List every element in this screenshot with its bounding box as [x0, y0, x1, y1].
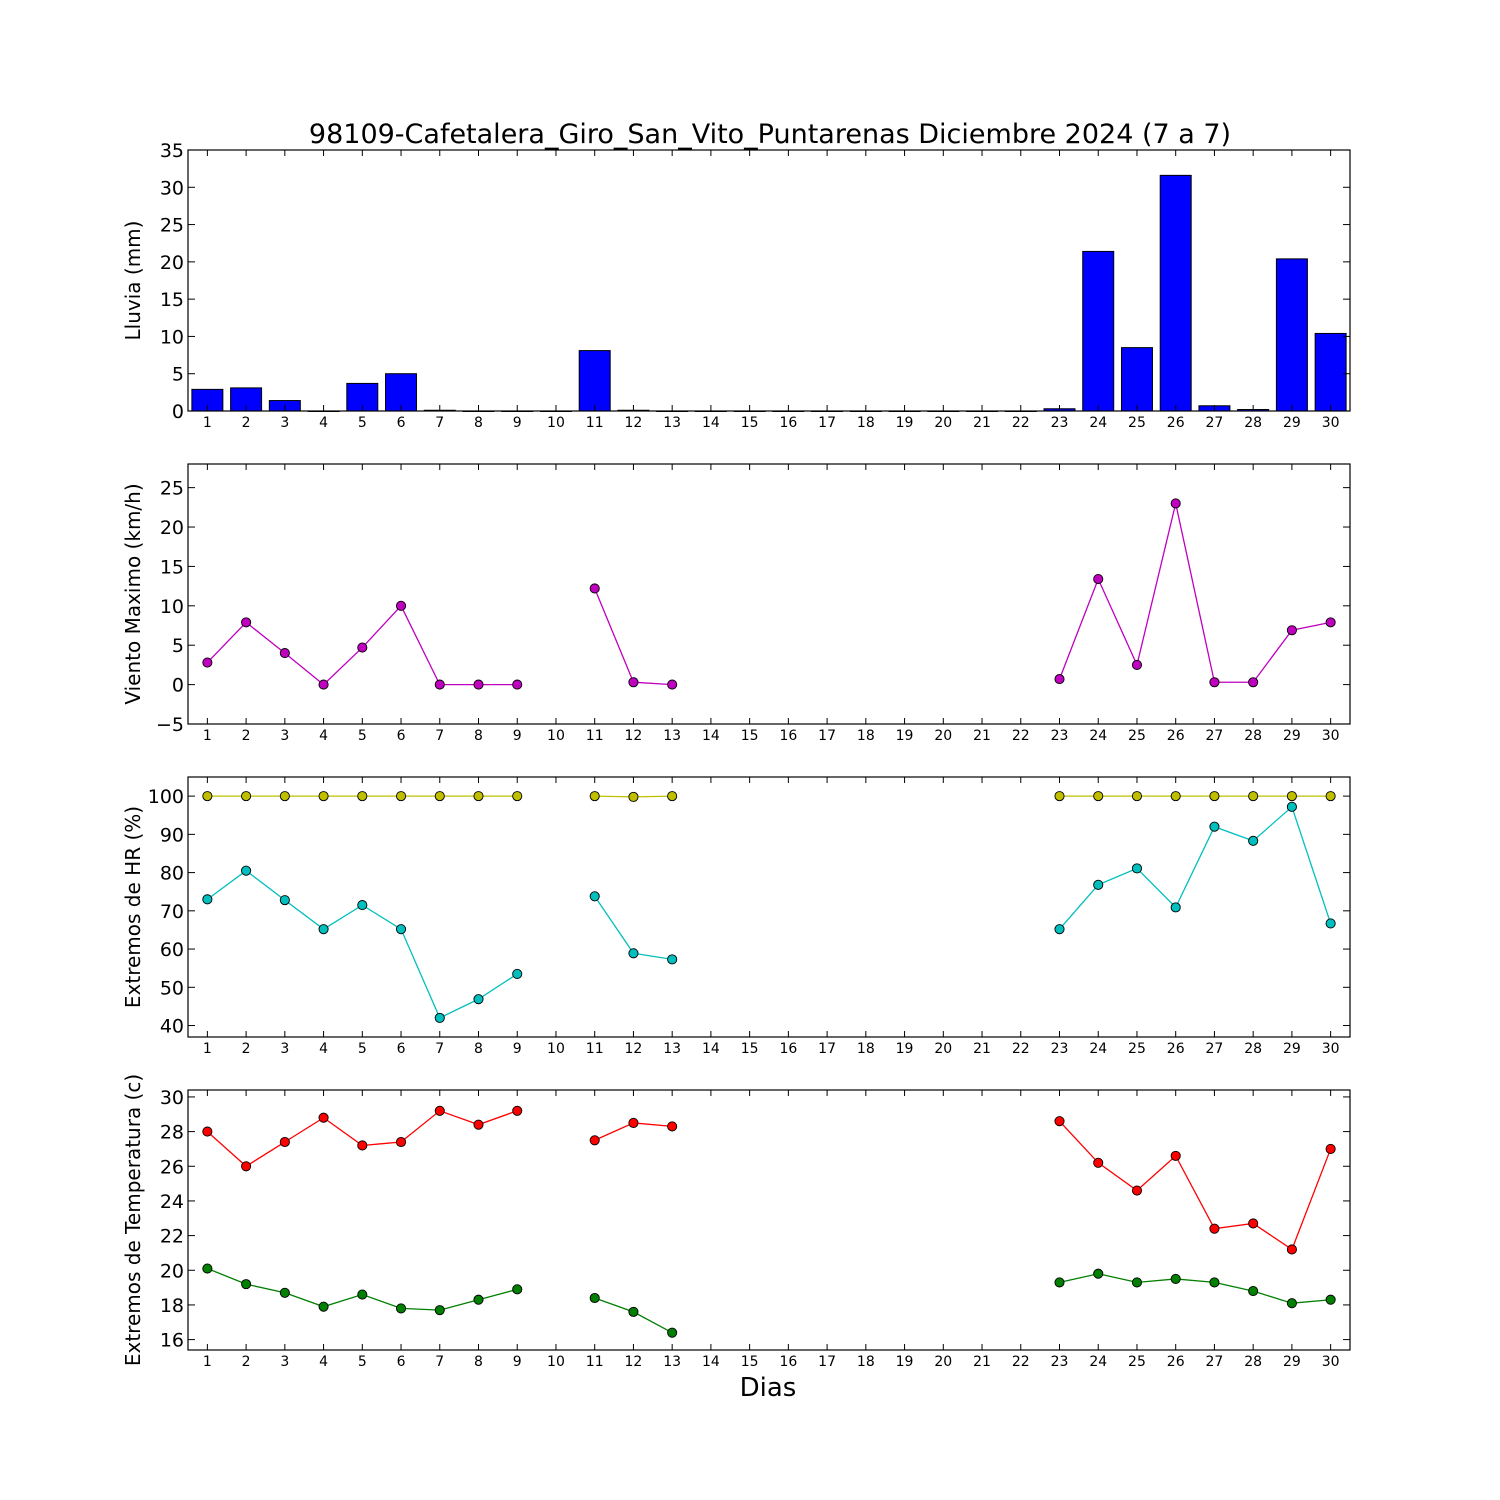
panel-2	[121, 464, 1350, 744]
series-1-line	[595, 588, 672, 684]
x-tick-label: 23	[1050, 1041, 1069, 1057]
x-tick-label: 8	[474, 415, 483, 431]
x-tick-label: 3	[280, 1354, 290, 1370]
plot-frame	[188, 1090, 1350, 1350]
series-2-point-day-1	[203, 895, 212, 904]
y-tick-label: 90	[159, 824, 184, 847]
x-tick-label: 13	[663, 415, 682, 431]
series-1-point-day-3	[280, 648, 289, 657]
series-1-point-day-12	[629, 792, 638, 801]
x-tick-label: 1	[202, 728, 212, 744]
x-tick-label: 6	[396, 728, 406, 744]
x-tick-label: 16	[779, 415, 798, 431]
x-tick-label: 17	[818, 1354, 837, 1370]
x-tick-label: 15	[740, 415, 759, 431]
series-1-point-day-9	[513, 1106, 522, 1115]
y-tick-label: 24	[159, 1190, 184, 1213]
x-tick-label: 23	[1050, 728, 1069, 744]
x-tick-label: 25	[1128, 415, 1146, 431]
series-1-point-day-2	[242, 1162, 251, 1171]
series-1-point-day-6	[396, 601, 405, 610]
x-tick-label: 5	[357, 728, 367, 744]
x-tick-label: 21	[973, 728, 991, 744]
x-tick-label: 13	[663, 728, 682, 744]
series-1-point-day-29	[1287, 1245, 1296, 1254]
series-1-point-day-23	[1055, 674, 1064, 683]
series-1-point-day-3	[280, 1137, 289, 1146]
x-tick-label: 24	[1089, 728, 1108, 744]
x-tick-label: 6	[396, 415, 406, 431]
x-tick-label: 10	[547, 1041, 565, 1057]
series-1-point-day-4	[319, 792, 328, 801]
x-tick-label: 4	[319, 1354, 329, 1370]
x-tick-label: 3	[280, 728, 290, 744]
bar-day-11	[579, 351, 610, 411]
x-tick-label: 11	[585, 1354, 604, 1370]
panel-4	[121, 1074, 1350, 1370]
series-2-point-day-28	[1249, 836, 1258, 845]
series-1-point-day-4	[319, 680, 328, 689]
y-tick-label: 50	[159, 977, 184, 1000]
series-2-point-day-25	[1132, 1278, 1141, 1287]
x-tick-label: 21	[973, 1041, 991, 1057]
series-2-point-day-26	[1171, 1274, 1180, 1283]
series-1-point-day-1	[203, 658, 212, 667]
x-tick-label: 27	[1205, 728, 1224, 744]
series-1-point-day-11	[590, 792, 599, 801]
series-2-point-day-7	[435, 1306, 444, 1315]
y-tick-label: 20	[159, 517, 184, 540]
x-tick-label: 5	[357, 1041, 367, 1057]
x-tick-label: 15	[740, 1041, 759, 1057]
series-1-point-day-8	[474, 1120, 483, 1129]
x-axis-label: Dias	[739, 1373, 797, 1403]
x-tick-label: 19	[895, 415, 914, 431]
x-tick-label: 25	[1128, 1041, 1146, 1057]
series-2-point-day-25	[1132, 864, 1141, 873]
x-tick-label: 6	[396, 1041, 406, 1057]
series-1-point-day-7	[435, 792, 444, 801]
series-1-point-day-3	[280, 792, 289, 801]
y-tick-label: 35	[159, 140, 184, 162]
x-tick-label: 19	[895, 728, 914, 744]
series-1-point-day-24	[1094, 792, 1103, 801]
series-1-point-day-13	[668, 680, 677, 689]
x-tick-label: 27	[1205, 415, 1224, 431]
series-2-point-day-9	[513, 1285, 522, 1294]
series-1-point-day-28	[1249, 1219, 1258, 1228]
x-tick-label: 2	[241, 1041, 251, 1057]
x-tick-label: 10	[547, 728, 565, 744]
series-1-line	[1060, 1121, 1331, 1249]
series-2-point-day-23	[1055, 925, 1064, 934]
series-1-point-day-24	[1094, 574, 1103, 583]
series-2-line	[207, 871, 517, 1018]
chart-title: 98109-Cafetalera_Giro_San_Vito_Puntarenas Diciembre 2024 (7 a 7)	[308, 119, 1232, 150]
x-tick-label: 1	[202, 1354, 212, 1370]
x-tick-label: 21	[973, 415, 991, 431]
series-1-point-day-25	[1132, 660, 1141, 669]
x-tick-label: 30	[1321, 728, 1340, 744]
series-2-point-day-29	[1287, 802, 1296, 811]
y-tick-label: 5	[171, 635, 184, 658]
series-1-point-day-2	[242, 618, 251, 627]
x-tick-label: 9	[512, 728, 522, 744]
series-1-point-day-7	[435, 1106, 444, 1115]
x-tick-label: 10	[547, 415, 565, 431]
series-1-point-day-25	[1132, 792, 1141, 801]
series-2-point-day-29	[1287, 1299, 1296, 1308]
series-1-point-day-1	[203, 1127, 212, 1136]
x-tick-label: 2	[241, 415, 251, 431]
series-1-point-day-12	[629, 678, 638, 687]
x-tick-label: 26	[1166, 415, 1185, 431]
x-tick-label: 14	[701, 728, 720, 744]
x-tick-label: 20	[934, 1354, 953, 1370]
x-tick-label: 22	[1011, 415, 1030, 431]
x-tick-label: 18	[856, 728, 875, 744]
x-tick-label: 8	[474, 1041, 483, 1057]
x-tick-label: 20	[934, 415, 953, 431]
x-tick-label: 28	[1244, 1354, 1263, 1370]
series-2-point-day-24	[1094, 880, 1103, 889]
x-tick-label: 27	[1205, 1354, 1224, 1370]
series-1-point-day-13	[668, 792, 677, 801]
x-tick-label: 22	[1011, 728, 1030, 744]
y-axis-label: Lluvia (mm)	[121, 220, 145, 341]
x-tick-label: 17	[818, 1041, 837, 1057]
series-1-point-day-26	[1171, 1151, 1180, 1160]
x-tick-label: 24	[1089, 1354, 1108, 1370]
series-1-point-day-8	[474, 792, 483, 801]
series-1-point-day-25	[1132, 1186, 1141, 1195]
series-1-point-day-11	[590, 1136, 599, 1145]
y-tick-label: 5	[171, 363, 184, 386]
y-tick-label: 28	[159, 1121, 184, 1144]
y-tick-label: 30	[159, 1086, 184, 1109]
series-2-point-day-9	[513, 969, 522, 978]
series-1-point-day-7	[435, 680, 444, 689]
series-2-point-day-2	[242, 866, 251, 875]
series-1-point-day-2	[242, 792, 251, 801]
series-1-point-day-28	[1249, 792, 1258, 801]
x-tick-label: 14	[701, 1041, 720, 1057]
series-1-point-day-5	[358, 792, 367, 801]
x-tick-label: 12	[624, 1041, 643, 1057]
y-tick-label: 100	[147, 786, 184, 809]
x-tick-label: 14	[701, 1354, 720, 1370]
series-1-point-day-27	[1210, 792, 1219, 801]
y-tick-label: 26	[159, 1156, 184, 1179]
x-tick-label: 8	[474, 728, 483, 744]
panels	[121, 140, 1350, 1370]
x-tick-label: 29	[1282, 1354, 1301, 1370]
x-tick-label: 11	[585, 728, 604, 744]
series-2-point-day-11	[590, 1293, 599, 1302]
x-tick-label: 18	[856, 1354, 875, 1370]
x-tick-label: 29	[1282, 415, 1301, 431]
series-1-point-day-28	[1249, 678, 1258, 687]
x-tick-label: 2	[241, 728, 251, 744]
series-2-point-day-5	[358, 900, 367, 909]
series-1-point-day-6	[396, 1137, 405, 1146]
x-tick-label: 16	[779, 1354, 798, 1370]
panel-1	[121, 140, 1350, 431]
x-tick-label: 28	[1244, 1041, 1263, 1057]
y-tick-label: 80	[159, 862, 184, 885]
x-tick-label: 2	[241, 1354, 251, 1370]
y-tick-label: 16	[159, 1329, 184, 1352]
series-2-point-day-4	[319, 925, 328, 934]
series-2-point-day-3	[280, 896, 289, 905]
x-tick-label: 14	[701, 415, 720, 431]
series-1-point-day-27	[1210, 678, 1219, 687]
series-2-point-day-13	[668, 1328, 677, 1337]
x-tick-label: 1	[202, 1041, 212, 1057]
x-tick-label: 6	[396, 1354, 406, 1370]
bar-day-30	[1315, 333, 1346, 411]
x-tick-label: 12	[624, 728, 643, 744]
x-tick-label: 4	[319, 728, 329, 744]
series-1-point-day-29	[1287, 626, 1296, 635]
x-tick-label: 8	[474, 1354, 483, 1370]
series-2-point-day-7	[435, 1013, 444, 1022]
x-tick-label: 29	[1282, 1041, 1301, 1057]
series-1-point-day-23	[1055, 792, 1064, 801]
y-tick-label: −5	[155, 714, 184, 736]
x-tick-label: 28	[1244, 415, 1263, 431]
x-tick-label: 27	[1205, 1041, 1224, 1057]
series-1-point-day-5	[358, 643, 367, 652]
series-2-point-day-28	[1249, 1286, 1258, 1295]
x-tick-label: 16	[779, 728, 798, 744]
series-2-point-day-23	[1055, 1278, 1064, 1287]
series-1-point-day-30	[1326, 1144, 1335, 1153]
series-2-point-day-30	[1326, 919, 1335, 928]
x-tick-label: 17	[818, 415, 837, 431]
x-tick-label: 18	[856, 1041, 875, 1057]
x-tick-label: 24	[1089, 415, 1108, 431]
series-1-point-day-26	[1171, 499, 1180, 508]
x-tick-label: 7	[435, 415, 445, 431]
series-1-point-day-4	[319, 1113, 328, 1122]
x-tick-label: 7	[435, 1354, 445, 1370]
series-1-line	[207, 1111, 517, 1166]
series-1-point-day-27	[1210, 1224, 1219, 1233]
series-2-point-day-6	[396, 1304, 405, 1313]
y-axis-label: Extremos de HR (%)	[121, 805, 145, 1009]
x-tick-label: 23	[1050, 1354, 1069, 1370]
series-2-point-day-8	[474, 1295, 483, 1304]
x-tick-label: 3	[280, 415, 290, 431]
series-1-point-day-9	[513, 680, 522, 689]
series-1-point-day-29	[1287, 792, 1296, 801]
x-tick-label: 19	[895, 1354, 914, 1370]
y-tick-label: 15	[159, 289, 184, 312]
y-tick-label: 25	[159, 214, 184, 237]
x-tick-label: 25	[1128, 728, 1146, 744]
x-tick-label: 19	[895, 1041, 914, 1057]
x-tick-label: 9	[512, 1041, 522, 1057]
x-tick-label: 9	[512, 415, 522, 431]
x-tick-label: 23	[1050, 415, 1069, 431]
series-2-point-day-26	[1171, 903, 1180, 912]
y-axis-label: Viento Maximo (km/h)	[121, 483, 145, 705]
bar-day-25	[1121, 348, 1152, 411]
x-tick-label: 22	[1011, 1041, 1030, 1057]
x-tick-label: 7	[435, 728, 445, 744]
x-tick-label: 20	[934, 1041, 953, 1057]
x-tick-label: 12	[624, 1354, 643, 1370]
series-2-point-day-4	[319, 1302, 328, 1311]
series-1-point-day-9	[513, 792, 522, 801]
series-2-point-day-30	[1326, 1295, 1335, 1304]
y-tick-label: 20	[159, 251, 184, 274]
y-tick-label: 10	[159, 326, 184, 349]
y-tick-label: 10	[159, 595, 184, 618]
series-1-point-day-8	[474, 680, 483, 689]
series-2-line	[1060, 807, 1331, 929]
x-tick-label: 11	[585, 1041, 604, 1057]
y-tick-label: 70	[159, 900, 184, 923]
x-tick-label: 21	[973, 1354, 991, 1370]
x-tick-label: 1	[202, 415, 212, 431]
x-tick-label: 16	[779, 1041, 798, 1057]
x-tick-label: 3	[280, 1041, 290, 1057]
series-1-line	[1060, 503, 1331, 682]
series-2-point-day-24	[1094, 1269, 1103, 1278]
y-axis-label: Extremos de Temperatura (c)	[121, 1073, 145, 1367]
x-tick-label: 4	[319, 415, 329, 431]
x-tick-label: 26	[1166, 728, 1185, 744]
x-tick-label: 25	[1128, 1354, 1146, 1370]
series-2-point-day-2	[242, 1280, 251, 1289]
x-tick-label: 24	[1089, 1041, 1108, 1057]
series-2-point-day-12	[629, 1307, 638, 1316]
series-1-point-day-12	[629, 1118, 638, 1127]
x-tick-label: 26	[1166, 1354, 1185, 1370]
x-tick-label: 17	[818, 728, 837, 744]
series-2-point-day-1	[203, 1264, 212, 1273]
y-tick-label: 40	[159, 1015, 184, 1038]
x-tick-label: 18	[856, 415, 875, 431]
series-1-point-day-30	[1326, 618, 1335, 627]
x-tick-label: 28	[1244, 728, 1263, 744]
series-2-point-day-12	[629, 949, 638, 958]
series-1-point-day-23	[1055, 1117, 1064, 1126]
x-tick-label: 11	[585, 415, 604, 431]
y-tick-label: 0	[171, 401, 184, 423]
y-tick-label: 30	[159, 177, 184, 200]
x-tick-label: 26	[1166, 1041, 1185, 1057]
series-2-point-day-13	[668, 955, 677, 964]
x-tick-label: 5	[357, 1354, 367, 1370]
x-tick-label: 13	[663, 1354, 682, 1370]
y-tick-label: 22	[159, 1225, 184, 1248]
bar-day-29	[1276, 259, 1307, 411]
x-tick-label: 5	[357, 415, 367, 431]
y-tick-label: 25	[159, 477, 184, 500]
series-1-point-day-11	[590, 584, 599, 593]
x-tick-label: 15	[740, 728, 759, 744]
x-tick-label: 12	[624, 415, 643, 431]
series-2-point-day-11	[590, 892, 599, 901]
series-2-point-day-3	[280, 1288, 289, 1297]
bar-day-24	[1083, 251, 1114, 411]
series-1-point-day-1	[203, 792, 212, 801]
series-1-point-day-24	[1094, 1158, 1103, 1167]
x-tick-label: 4	[319, 1041, 329, 1057]
bar-day-26	[1160, 175, 1191, 411]
series-2-point-day-8	[474, 995, 483, 1004]
y-tick-label: 0	[171, 674, 184, 697]
x-tick-label: 13	[663, 1041, 682, 1057]
x-tick-label: 22	[1011, 1354, 1030, 1370]
series-1-point-day-5	[358, 1141, 367, 1150]
x-tick-label: 15	[740, 1354, 759, 1370]
series-2-point-day-5	[358, 1290, 367, 1299]
series-2-line	[207, 1269, 517, 1311]
series-1-point-day-26	[1171, 792, 1180, 801]
y-tick-label: 15	[159, 556, 184, 579]
x-tick-label: 30	[1321, 1354, 1340, 1370]
y-tick-label: 60	[159, 939, 184, 962]
x-tick-label: 30	[1321, 1041, 1340, 1057]
series-1-point-day-30	[1326, 792, 1335, 801]
panel-3	[121, 777, 1350, 1057]
x-tick-label: 10	[547, 1354, 565, 1370]
series-2-point-day-6	[396, 925, 405, 934]
x-tick-label: 20	[934, 728, 953, 744]
x-tick-label: 9	[512, 1354, 522, 1370]
x-tick-label: 7	[435, 1041, 445, 1057]
series-2-point-day-27	[1210, 822, 1219, 831]
x-tick-label: 29	[1282, 728, 1301, 744]
y-tick-label: 18	[159, 1294, 184, 1317]
y-tick-label: 20	[159, 1260, 184, 1283]
x-tick-label: 30	[1321, 415, 1340, 431]
series-1-point-day-13	[668, 1122, 677, 1131]
series-1-point-day-6	[396, 792, 405, 801]
series-2-point-day-27	[1210, 1278, 1219, 1287]
